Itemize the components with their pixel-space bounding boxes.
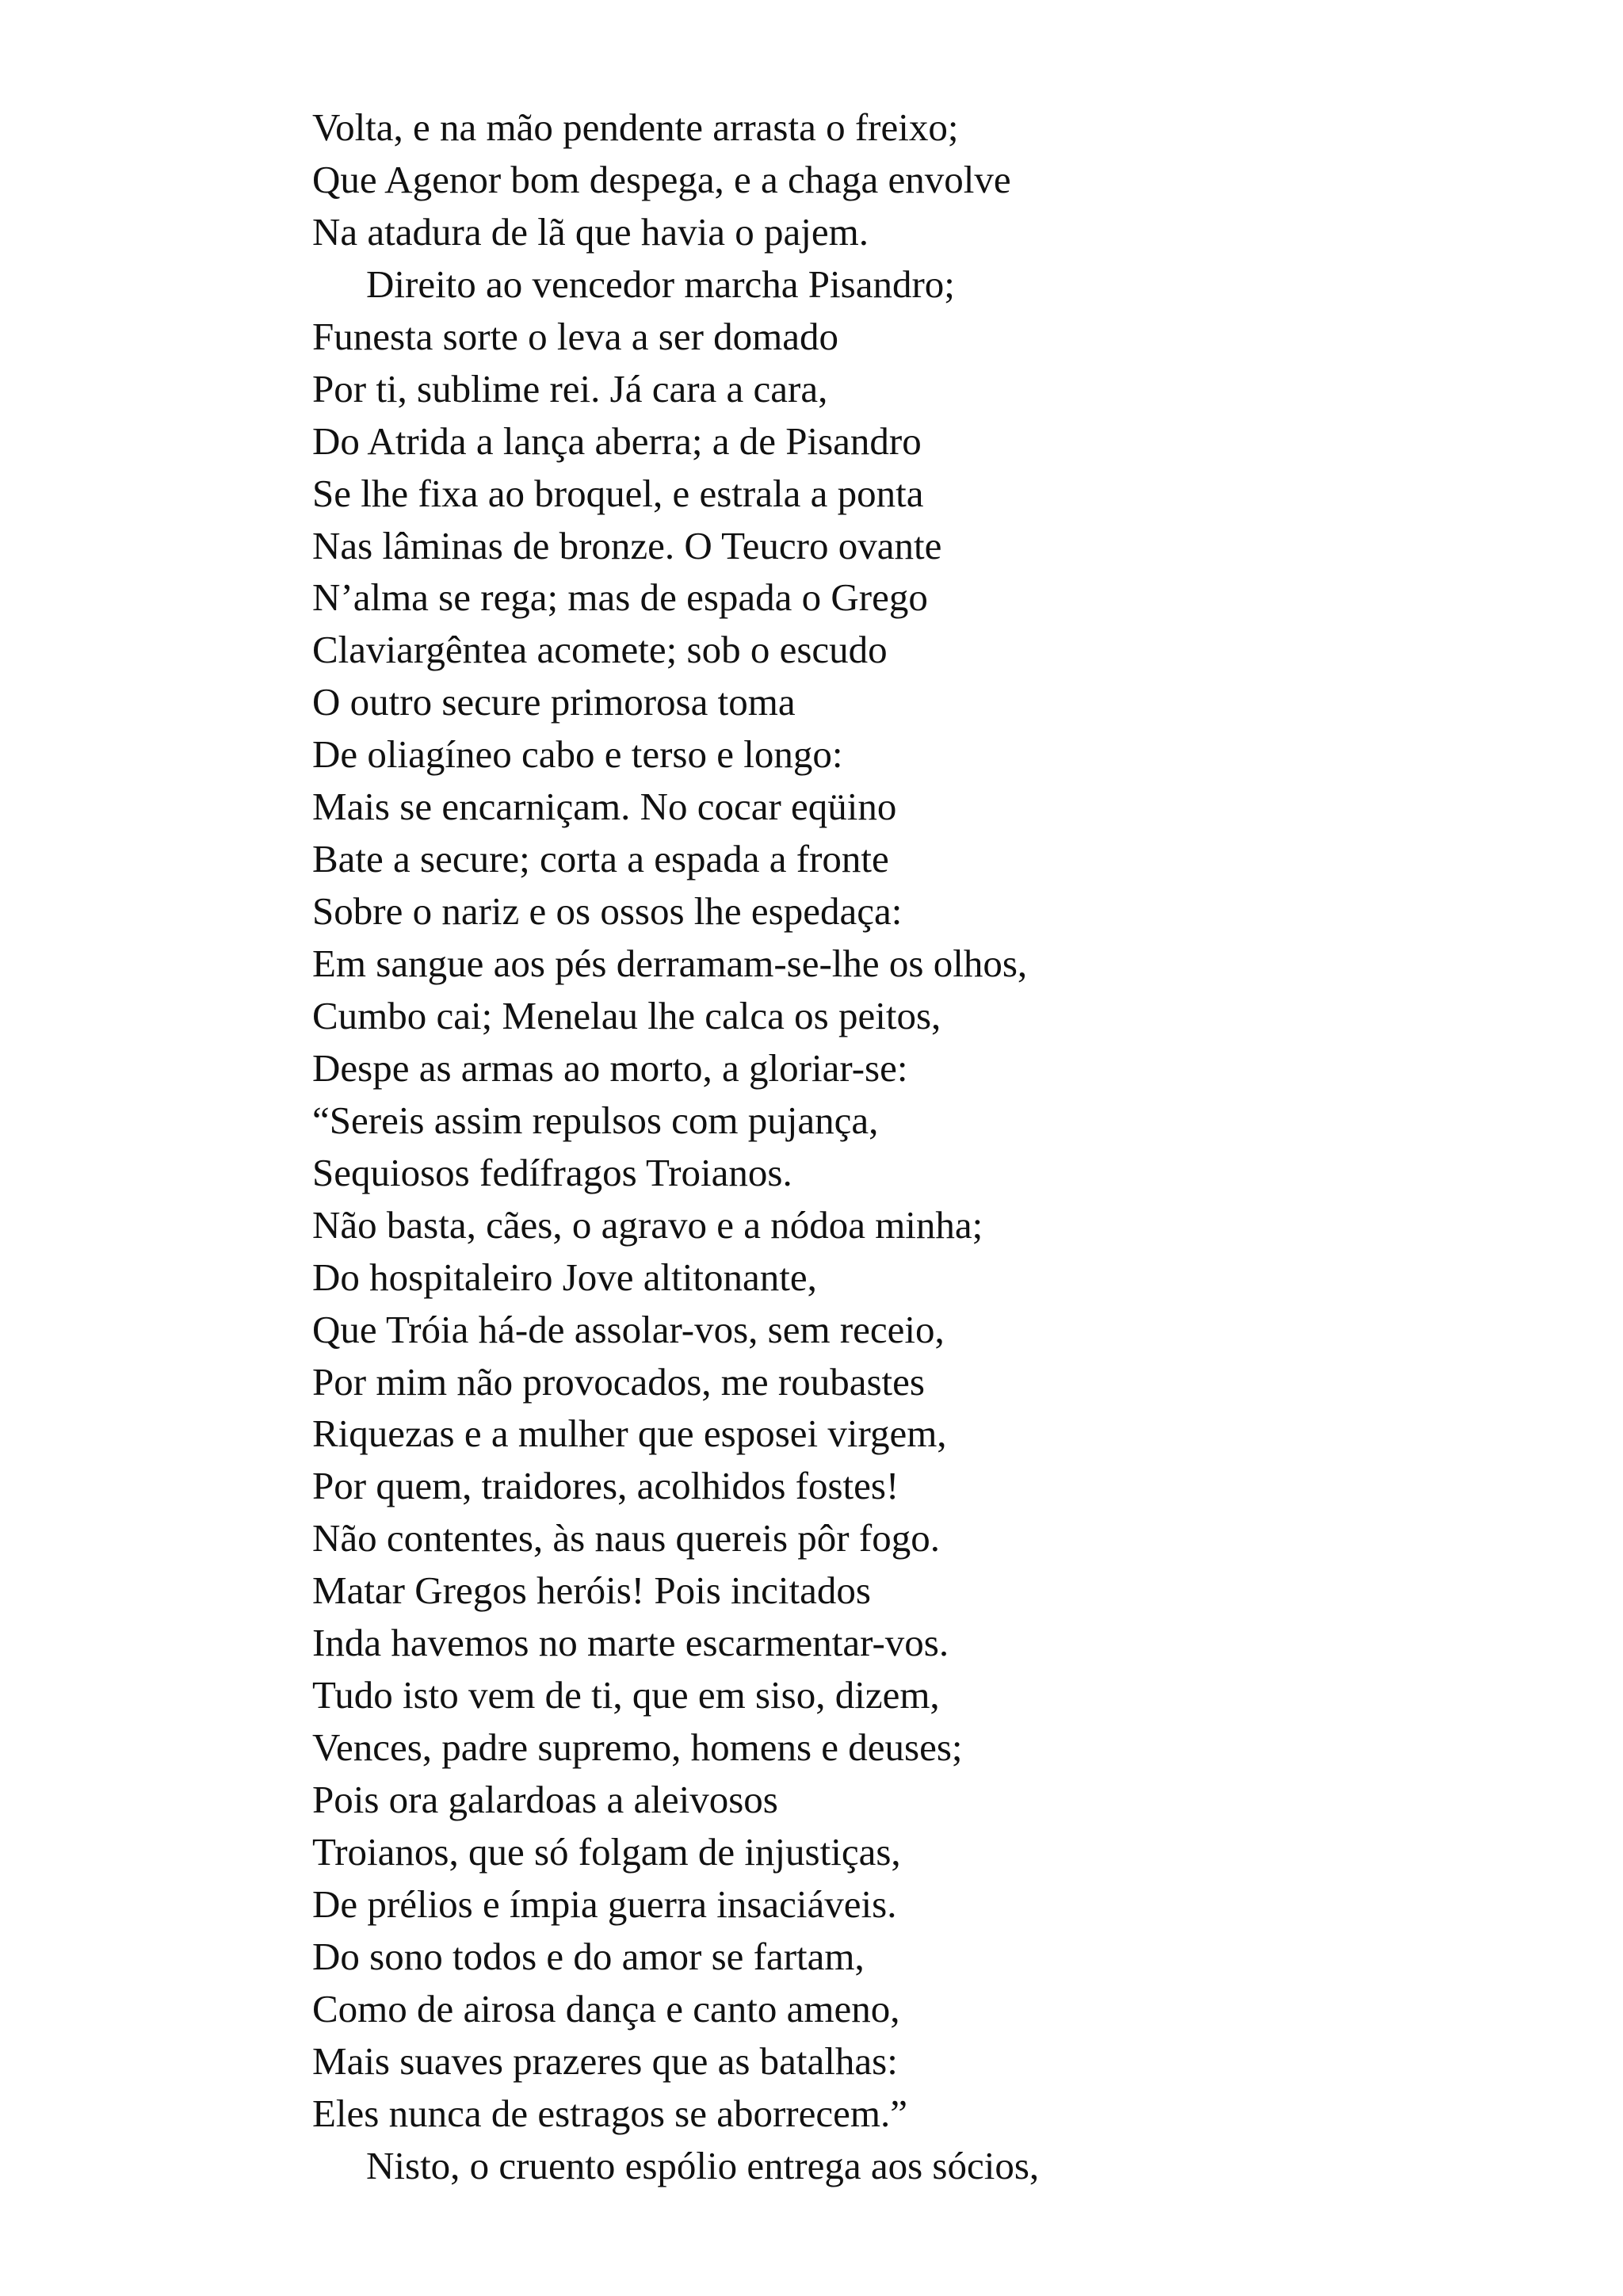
- poem-line: Por ti, sublime rei. Já cara a cara,: [312, 366, 828, 411]
- poem-line: Que Tróia há-de assolar-vos, sem receio,: [312, 1307, 945, 1351]
- poem-line: Volta, e na mão pendente arrasta o freixo;: [312, 105, 959, 149]
- poem-line: Como de airosa dança e canto ameno,: [312, 1986, 900, 2030]
- poem-line: Na atadura de lã que havia o pajem.: [312, 209, 869, 254]
- poem-line: Nisto, o cruento espólio entrega aos sócios,: [366, 2143, 1040, 2187]
- poem-line: De prélios e ímpia guerra insaciáveis.: [312, 1881, 897, 1926]
- poem-line: Despe as armas ao morto, a gloriar-se:: [312, 1045, 908, 1090]
- poem-line: Se lhe fixa ao broquel, e estrala a ponta: [312, 471, 924, 515]
- poem-line: Bate a secure; corta a espada a fronte: [312, 837, 889, 881]
- poem-line: Claviargêntea acomete; sob o escudo: [312, 628, 888, 672]
- poem-line: Que Agenor bom despega, e a chaga envolve: [312, 157, 1011, 201]
- poem-line: Sequiosos fedífragos Troianos.: [312, 1150, 792, 1194]
- poem-text: [312, 101, 1549, 2192]
- poem-line: Funesta sorte o leva a ser domado: [312, 314, 839, 358]
- poem-line: Do Atrida a lança aberra; a de Pisandro: [312, 418, 922, 463]
- poem-line: Mais suaves prazeres que as batalhas:: [312, 2038, 898, 2083]
- poem-line: Tudo isto vem de ti, que em siso, dizem,: [312, 1673, 940, 1717]
- poem-line: Vences, padre supremo, homens e deuses;: [312, 1725, 963, 1770]
- poem-line: N’alma se rega; mas de espada o Grego: [312, 575, 928, 620]
- poem-line: Do sono todos e do amor se fartam,: [312, 1934, 865, 1978]
- poem-line: Eles nunca de estragos se aborrecem.”: [312, 2091, 907, 2135]
- poem-line: Nas lâminas de bronze. O Teucro ovante: [312, 523, 942, 567]
- poem-line: Riquezas e a mulher que esposei virgem,: [312, 1412, 947, 1456]
- poem-line: “Sereis assim repulsos com pujança,: [312, 1098, 879, 1142]
- poem-line: Troianos, que só folgam de injustiças,: [312, 1829, 901, 1874]
- poem-line: Não basta, cães, o agravo e a nódoa minha;: [312, 1202, 983, 1247]
- poem-line: Matar Gregos heróis! Pois incitados: [312, 1568, 871, 1613]
- poem-line: Direito ao vencedor marcha Pisandro;: [366, 262, 955, 306]
- poem-line: Em sangue aos pés derramam-se-lhe os olhos,: [312, 942, 1028, 985]
- poem-line: O outro secure primorosa toma: [312, 680, 796, 724]
- poem-line: Mais se encarniçam. No cocar eqüino: [312, 785, 897, 829]
- poem-line: Inda havemos no marte escarmentar-vos.: [312, 1621, 949, 1665]
- poem-line: Por mim não provocados, me roubastes: [312, 1359, 925, 1404]
- poem-line: Do hospitaleiro Jove altitonante,: [312, 1255, 817, 1299]
- poem-line: Cumbo cai; Menelau lhe calca os peitos,: [312, 993, 941, 1037]
- poem-line: Sobre o nariz e os ossos lhe espedaça:: [312, 889, 903, 934]
- poem-line: Pois ora galardoas a aleivosos: [312, 1778, 778, 1821]
- poem-line: De oliagíneo cabo e terso e longo:: [312, 732, 843, 777]
- poem-line: Não contentes, às naus quereis pôr fogo.: [312, 1516, 940, 1561]
- poem-line: Por quem, traidores, acolhidos fostes!: [312, 1464, 899, 1508]
